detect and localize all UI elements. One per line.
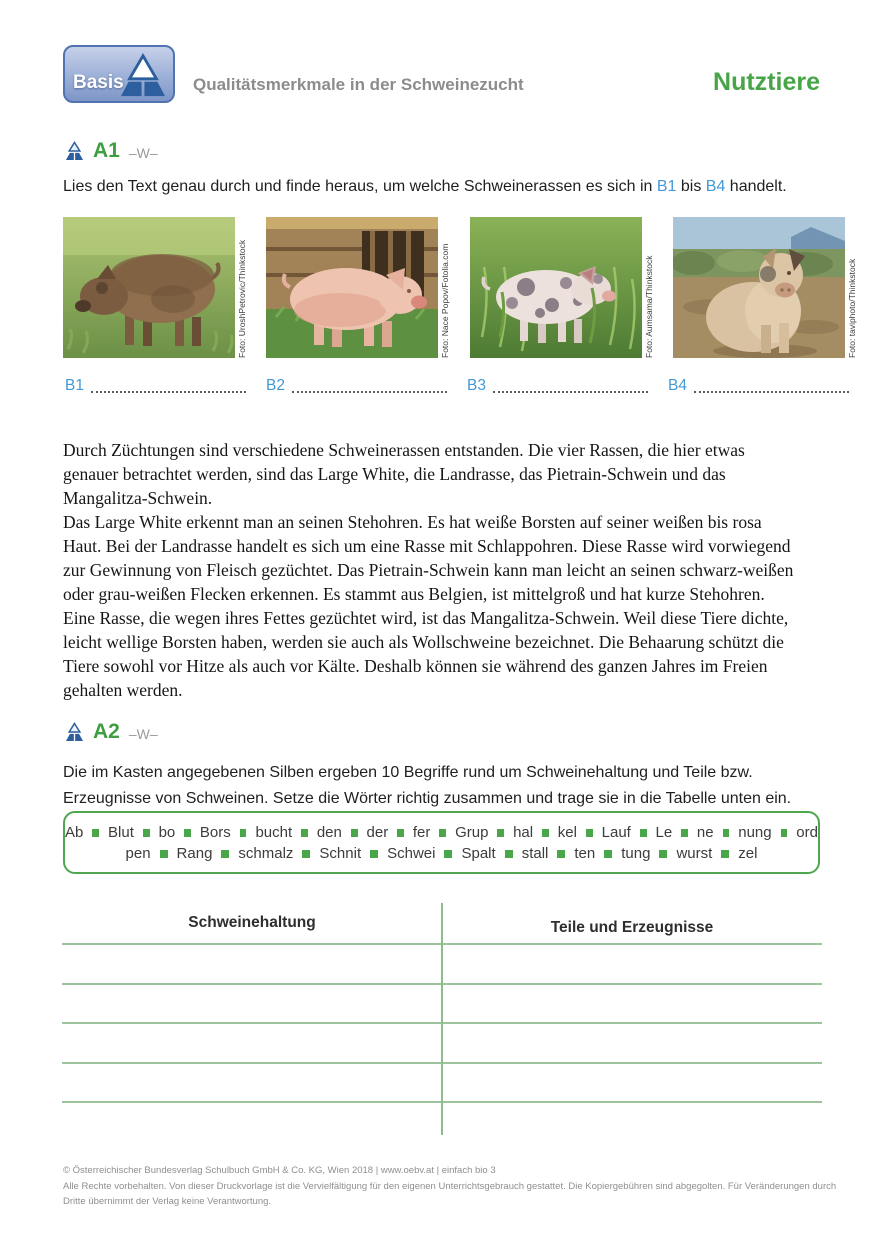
instruction-text: Erzeugnisse von Schweinen. Setze die Wörter richtig zusammen und trage sie in die Tabelle unten ein. (63, 790, 792, 807)
separator-square-icon (301, 829, 308, 837)
syllable: Le (655, 823, 673, 841)
separator-square-icon (370, 850, 378, 858)
separator-square-icon (505, 850, 513, 858)
mangalitza-pig-image (63, 217, 235, 358)
column-header-teile-erzeugnisse: Teile und Erzeugnisse (550, 919, 714, 936)
reading-line: genauer betrachtet werden, sind das Large White, die Landrasse, das Pietrain-Schwein und das (63, 464, 726, 484)
syllable: den (316, 823, 342, 841)
separator-square-icon (302, 850, 310, 858)
separator-square-icon (604, 850, 612, 858)
syllable-line-1 (65, 824, 818, 841)
task-a1-mode: –W– (128, 144, 158, 161)
separator-square-icon (557, 850, 565, 858)
reading-line: Das Large White erkennt man an seinen Stehohren. Es hat weiße Borsten auf seiner weißen bis rosa (63, 512, 762, 532)
syllable: der (366, 823, 389, 841)
instruction-text: bis (676, 178, 706, 195)
pig-photo-strip (63, 217, 857, 358)
photo-b1-mangalitza (63, 217, 247, 358)
separator-square-icon (721, 850, 729, 858)
syllable-line-2 (65, 845, 818, 862)
basis-logo-label: Basis (73, 72, 124, 93)
task-a1-header (65, 139, 158, 163)
task-a2-instruction (63, 760, 853, 812)
reading-line: Mangalitza-Schwein. (63, 488, 213, 508)
reading-line: Eine Rasse, die wegen ihres Fettes gezüchtet wird, ist das Mangalitza-Schwein. Weil diese Tiere dichte, (63, 608, 789, 628)
photo-credit: Foto: taviphoto/Thinkstock (846, 258, 857, 358)
footer-line: Dritte übernimmt der Verlag keine Verantwortung. (63, 1196, 272, 1207)
pyramid-icon (65, 722, 84, 743)
syllable: kel (557, 823, 577, 841)
photo-b2-pink-pig (266, 217, 450, 358)
answer-blank-b1 (65, 378, 250, 394)
syllable: nung (738, 823, 772, 841)
b4-reference: B4 (705, 178, 726, 195)
photo-credit: Foto: UroshPetrovic/Thinkstock (237, 239, 247, 358)
separator-square-icon (92, 829, 99, 837)
separator-square-icon (397, 829, 404, 837)
answer-label: B3 (467, 377, 486, 394)
reading-line: Haut. Bei der Landrasse handelt es sich um eine Rasse mit Schlappohren. Diese Rasse wird vorwiegend (63, 536, 791, 556)
basis-logo (63, 45, 175, 103)
separator-square-icon (143, 829, 150, 837)
answer-label: B4 (668, 377, 687, 394)
reading-line: Tiere sowohl vor Hitze als auch vor Kälte. Deshalb können sie während des ganzen Jahres im Freien (63, 656, 768, 676)
reading-line: leicht wellige Borsten haben, werden sie auch als Wollschweine bezeichnet. Die Behaarung schützt die (63, 632, 784, 652)
sitting-pig-image (673, 217, 845, 358)
pyramid-logo-icon (119, 52, 167, 98)
separator-square-icon (659, 850, 667, 858)
syllable: tung (621, 844, 651, 862)
dotted-write-line (493, 379, 648, 393)
dotted-write-line (292, 379, 447, 393)
dotted-write-line (694, 379, 849, 393)
syllable: bo (158, 823, 176, 841)
syllable: Blut (108, 823, 134, 841)
syllable: ord (796, 823, 818, 841)
photo-credit: Foto: Aumsama/Thinkstock (643, 255, 654, 358)
task-a2-header (65, 720, 158, 744)
syllable: fer (412, 823, 431, 841)
separator-square-icon (439, 829, 446, 837)
syllable: zel (738, 844, 758, 862)
footer-line: Alle Rechte vorbehalten. Von dieser Druckvorlage ist die Vervielfältigung für den eigenen Unterrichtsgebrauch gestattet. Die Kopiergebühren sind abgegolten. Für Veränderungen durch (63, 1180, 837, 1192)
syllable: Spalt (461, 844, 496, 862)
syllable: bucht (255, 823, 293, 841)
answer-blank-b4 (668, 378, 853, 394)
reading-line: Durch Züchtungen sind verschiedene Schweinerassen entstanden. Die vier Rassen, die hier etwas (63, 440, 745, 460)
syllable: wurst (676, 844, 713, 862)
separator-square-icon (723, 829, 730, 837)
syllable: Schnit (319, 844, 362, 862)
syllable: Ab (65, 823, 84, 841)
answer-label: B2 (266, 377, 285, 394)
reading-line: oder grau-weißen Flecken erkennen. Es stammt aus Belgien, ist mittelgroß und hat kurze Stehohren. (63, 584, 765, 604)
task-a1-label: A1 (93, 139, 120, 162)
photo-b3-spotted-piglet (470, 217, 654, 358)
task-a2-label: A2 (93, 720, 120, 743)
separator-square-icon (444, 850, 452, 858)
separator-square-icon (497, 829, 504, 837)
syllable: Grup (455, 823, 489, 841)
reading-line: gehalten werden. (63, 680, 183, 700)
page-title: Qualitätsmerkmale in der Schweinezucht (193, 75, 524, 94)
spotted-piglet-image (470, 217, 642, 358)
instruction-text: handelt. (725, 178, 787, 195)
reading-line: zur Gewinnung von Fleisch gezüchtet. Das Pietrain-Schwein kann man leicht an seinen schwarz-weißen (63, 560, 794, 580)
separator-square-icon (160, 850, 168, 858)
syllable: Schwei (387, 844, 436, 862)
sorting-table (62, 903, 822, 1135)
task-a1-instruction (63, 174, 853, 200)
separator-square-icon (221, 850, 229, 858)
reading-text (63, 438, 838, 702)
footer-line: © Österreichischer Bundesverlag Schulbuch GmbH & Co. KG, Wien 2018 | www.oebv.at | einfach bio 3 (63, 1165, 496, 1176)
syllable: Bors (199, 823, 231, 841)
syllable: Rang (176, 844, 213, 862)
separator-square-icon (640, 829, 647, 837)
syllable: ten (574, 844, 596, 862)
separator-square-icon (240, 829, 247, 837)
answer-blanks-row (65, 378, 853, 394)
answer-blank-b3 (467, 378, 652, 394)
photo-b4-sitting-pig (673, 217, 857, 358)
separator-square-icon (781, 829, 788, 837)
column-header-schweinehaltung: Schweinehaltung (188, 914, 316, 931)
syllable: schmalz (238, 844, 294, 862)
category-title: Nutztiere (713, 68, 820, 96)
pyramid-icon (65, 141, 84, 162)
separator-square-icon (586, 829, 593, 837)
instruction-text: Die im Kasten angegebenen Silben ergeben 10 Begriffe rund um Schweinehaltung und Teile bzw. (63, 764, 753, 781)
photo-credit: Foto: Nace Popov/Fotolia.com (440, 243, 451, 358)
syllable: hal (513, 823, 534, 841)
dotted-write-line (91, 379, 246, 393)
syllable: Lauf (601, 823, 631, 841)
separator-square-icon (351, 829, 358, 837)
syllable: pen (125, 844, 151, 862)
answer-label: B1 (65, 377, 84, 394)
syllable: ne (696, 823, 714, 841)
pink-pig-image (266, 217, 438, 358)
separator-square-icon (681, 829, 688, 837)
answer-blank-b2 (266, 378, 451, 394)
footer-imprint (63, 1163, 853, 1210)
b1-reference: B1 (656, 178, 677, 195)
instruction-text: Lies den Text genau durch und finde heraus, um welche Schweinerassen es sich in (63, 178, 657, 195)
table-vertical-divider (441, 903, 443, 1135)
syllable-box (63, 811, 820, 874)
task-a2-mode: –W– (128, 725, 158, 742)
separator-square-icon (184, 829, 191, 837)
separator-square-icon (542, 829, 549, 837)
syllable: stall (521, 844, 549, 862)
